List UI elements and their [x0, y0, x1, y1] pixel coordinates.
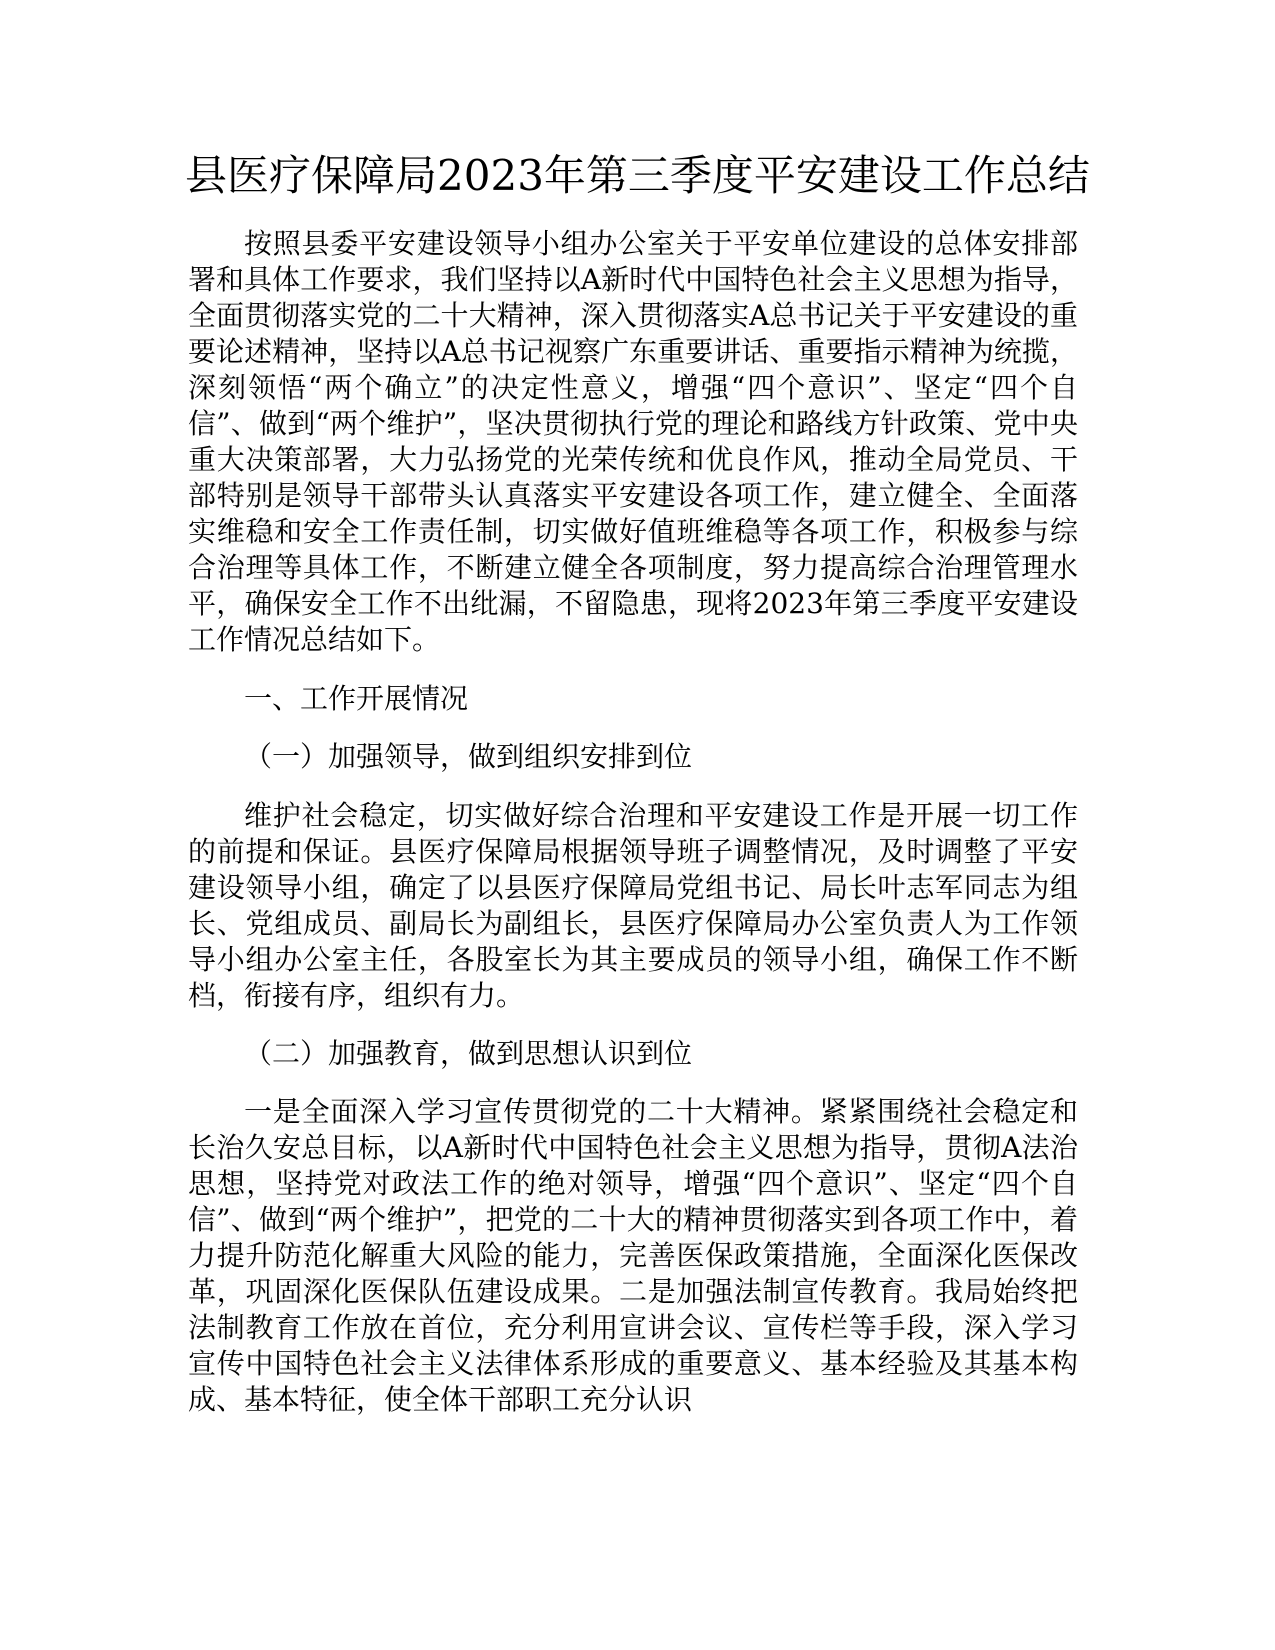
leadership-paragraph: 维护社会稳定，切实做好综合治理和平安建设工作是开展一切工作的前提和保证。县医疗保障局根据领导班子调整情况，及时调整了平安建设领导小组，确定了以县医疗保障局党组书记、局长叶志军同志为组长、党组成员、副局长为副组长，县医疗保障局办公室负责人为工作领导小组办公室主任，各股室长为其主要成员的领导小组，确保工作不断档，衔接有序，组织有力。 [188, 799, 1078, 1012]
section-heading-work-progress: 一、工作开展情况 [244, 682, 469, 715]
education-paragraph: 一是全面深入学习宣传贯彻党的二十大精神。紧紧围绕社会稳定和长治久安总目标，以A新时代中国特色社会主义思想为指导，贯彻A法治思想，坚持党对政法工作的绝对领导，增强“四个意识”、坚定“四个自信”、做到“两个维护”，把党的二十大的精神贯彻落实到各项工作中，着力提升防范化解重大风险的能力，完善医保政策措施，全面深化医保改革，巩固深化医保队伍建设成果。二是加强法制宣传教育。我局始终把法制教育工作放在首位，充分利用宣讲会议、宣传栏等手段，深入学习宣传中国特色社会主义法律体系形成的重要意义、基本经验及其基本构成、基本特征，使全体干部职工充分认识 [188, 1095, 1078, 1416]
subsection-heading-education: （二）加强教育，做到思想认识到位 [244, 1037, 693, 1070]
document-title: 县医疗保障局2023年第三季度平安建设工作总结 [185, 151, 1090, 200]
intro-paragraph: 按照县委平安建设领导小组办公室关于平安单位建设的总体安排部署和具体工作要求，我们坚持以A新时代中国特色社会主义思想为指导，全面贯彻落实党的二十大精神，深入贯彻落实A总书记关于平安建设的重要论述精神，坚持以A总书记视察广东重要讲话、重要指示精神为统揽，深刻领悟“两个确立”的决定性意义，增强“四个意识”、坚定“四个自信”、做到“两个维护”，坚决贯彻执行党的理论和路线方针政策、党中央重大决策部署，大力弘扬党的光荣传统和优良作风，推动全局党员、干部特别是领导干部带头认真落实平安建设各项工作，建立健全、全面落实维稳和安全工作责任制，切实做好值班维稳等各项工作，积极参与综合治理等具体工作，不断建立健全各项制度，努力提高综合治理管理水平，确保安全工作不出纰漏，不留隐患，现将2023年第三季度平安建设工作情况总结如下。 [188, 227, 1078, 656]
document-body [188, 226, 1078, 1418]
subsection-heading-leadership: （一）加强领导，做到组织安排到位 [244, 740, 693, 773]
